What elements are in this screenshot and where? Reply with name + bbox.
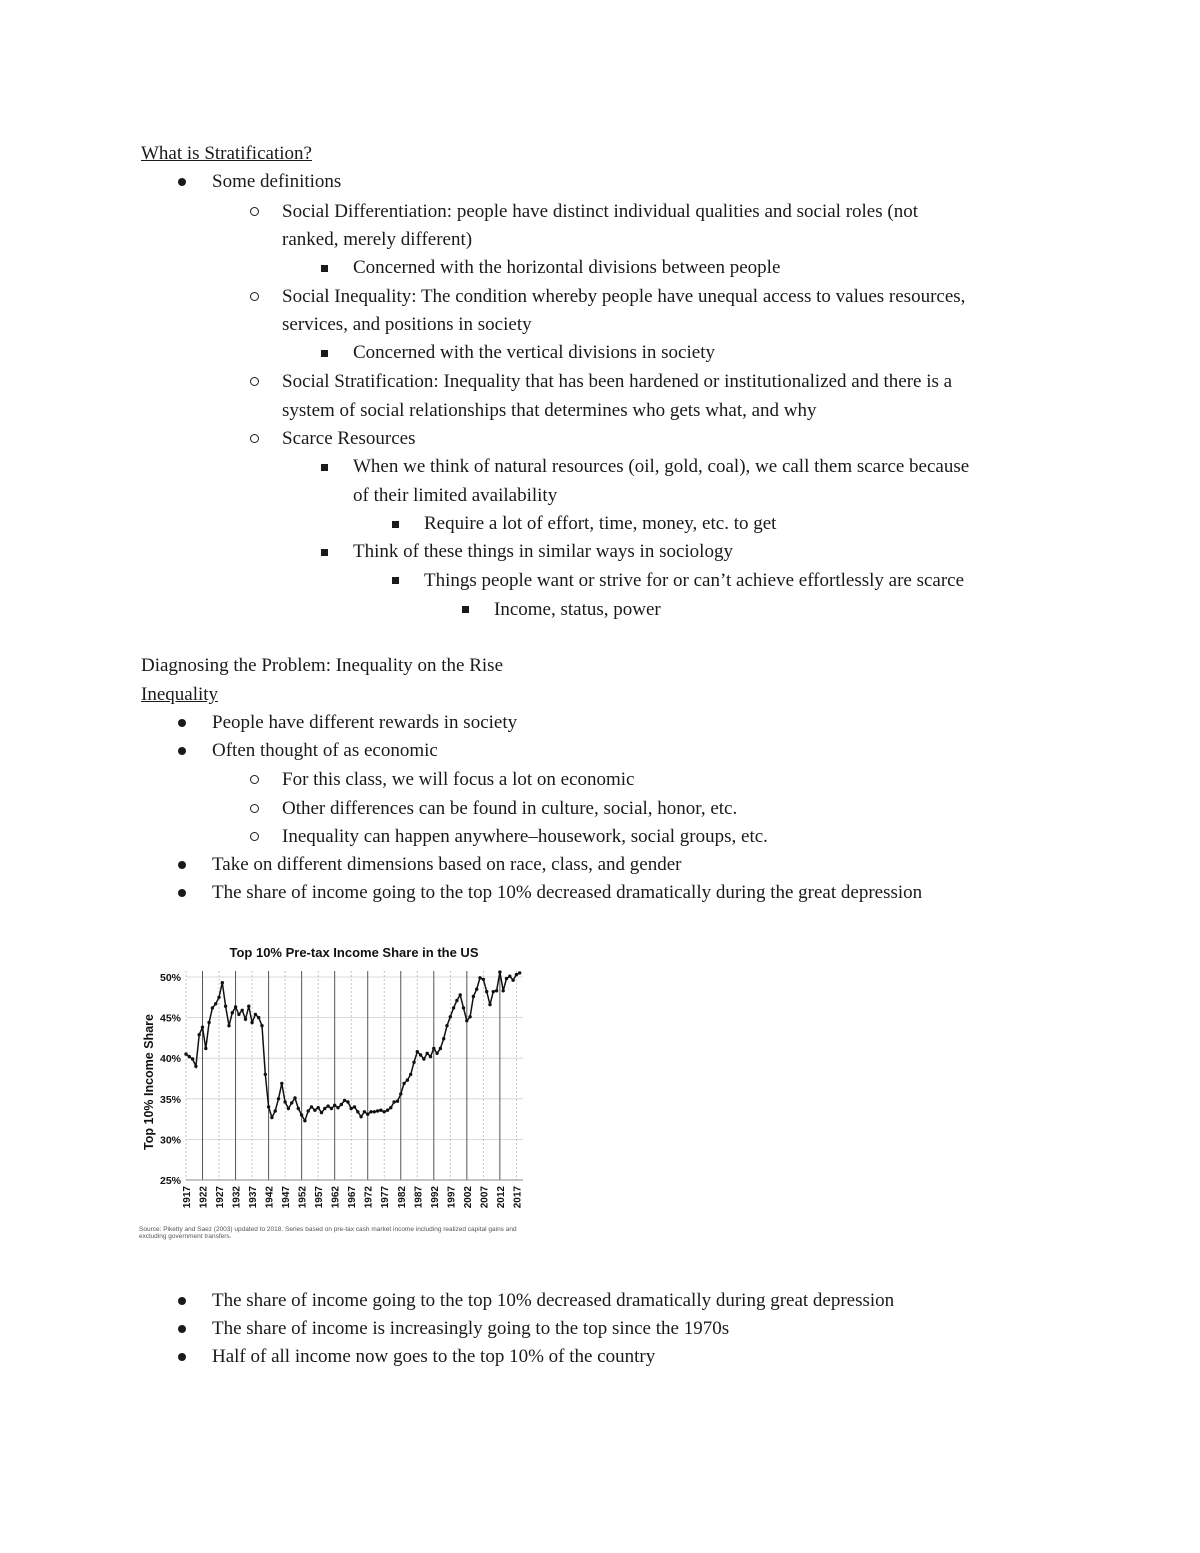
chart-x-tick-label: 1942 [264, 1186, 276, 1209]
list-item: Often thought of as economic [212, 740, 438, 761]
chart-data-point [498, 970, 501, 973]
chart-data-point [283, 1100, 286, 1103]
chart-data-point [224, 1005, 227, 1008]
chart-data-point [472, 995, 475, 998]
bullet-circle [250, 207, 259, 216]
chart-data-point [402, 1082, 405, 1085]
chart-data-point [264, 1073, 267, 1076]
chart-data-point [214, 1002, 217, 1005]
bullet-square [392, 521, 399, 528]
chart-x-tick-label: 1957 [314, 1186, 326, 1209]
chart-x-tick-label: 1987 [413, 1186, 425, 1209]
chart-data-point [257, 1016, 260, 1019]
section-title-diagnosing: Diagnosing the Problem: Inequality on the Rise [141, 655, 504, 676]
chart-x-tick-label: 1932 [231, 1186, 243, 1209]
chart-x-tick-label: 1962 [330, 1186, 342, 1209]
bullet-circle [250, 377, 259, 386]
chart-x-tick-label: 1937 [248, 1186, 260, 1209]
chart-data-point [188, 1055, 191, 1058]
chart-data-point [191, 1057, 194, 1060]
chart-data-point [518, 971, 521, 974]
chart-data-point [287, 1107, 290, 1110]
chart-data-point [455, 999, 458, 1002]
chart-data-point [396, 1100, 399, 1103]
chart-data-point [445, 1024, 448, 1027]
bullet-dot [178, 861, 186, 869]
bullet-square [321, 464, 328, 471]
chart-data-point [184, 1052, 187, 1055]
bullet-circle [250, 434, 259, 443]
chart-data-point [422, 1057, 425, 1060]
chart-data-point [280, 1082, 283, 1085]
chart-y-tick-label: 50% [159, 972, 181, 984]
chart-data-point [439, 1047, 442, 1050]
chart-data-point [194, 1065, 197, 1068]
chart-data-point [416, 1050, 419, 1053]
list-item-continuation: ranked, merely different) [282, 229, 473, 250]
chart-data-point [270, 1116, 273, 1119]
chart-x-tick-label: 1982 [396, 1186, 408, 1209]
bullet-dot [178, 889, 186, 897]
chart-data-point [267, 1105, 270, 1108]
chart-data-point [300, 1113, 303, 1116]
list-item: When we think of natural resources (oil, gold, coal), we call them scarce because [353, 456, 970, 477]
list-item: The share of income is increasingly going to the top since the 1970s [212, 1318, 730, 1339]
chart-data-point [515, 973, 518, 976]
chart-data-point [320, 1111, 323, 1114]
chart-data-point [505, 977, 508, 980]
bullet-circle [250, 775, 259, 784]
chart-y-axis-label: Top 10% Income Share [142, 1014, 156, 1150]
bullet-square [462, 606, 469, 613]
chart-data-point [310, 1105, 313, 1108]
list-item-continuation: system of social relationships that determines who gets what, and why [282, 400, 817, 421]
chart-source-note-wrap [139, 1226, 529, 1248]
chart-data-point [323, 1107, 326, 1110]
chart-data-point [221, 981, 224, 984]
list-item: Think of these things in similar ways in sociology [353, 541, 733, 562]
chart-data-point [204, 1047, 207, 1050]
chart-data-point [277, 1097, 280, 1100]
chart-data-point [356, 1110, 359, 1113]
chart-data-point [198, 1033, 201, 1036]
chart-data-point [492, 990, 495, 993]
chart-data-point [462, 1006, 465, 1009]
chart-data-point [346, 1100, 349, 1103]
chart-data-point [459, 993, 462, 996]
list-item: Social Stratification: Inequality that has been hardened or institutionalized and there is a [282, 371, 953, 392]
chart-title: Top 10% Pre-tax Income Share in the US [229, 945, 479, 960]
chart-data-point [389, 1106, 392, 1109]
chart-data-point [412, 1061, 415, 1064]
chart-y-tick-label: 40% [159, 1053, 181, 1066]
bullet-dot [178, 1353, 186, 1361]
chart-data-point [383, 1110, 386, 1113]
chart-data-point [336, 1106, 339, 1109]
chart-data-point [237, 1013, 240, 1016]
chart-y-tick-label: 45% [159, 1012, 181, 1025]
chart-data-point [244, 1018, 247, 1021]
chart-data-point [250, 1021, 253, 1024]
chart-data-point [435, 1052, 438, 1055]
bullet-dot [178, 1325, 186, 1333]
chart-data-point [227, 1024, 230, 1027]
bullet-dot [178, 178, 186, 186]
chart-data-point [409, 1073, 412, 1076]
chart-x-tick-label: 1917 [182, 1186, 193, 1209]
chart-data-point [343, 1099, 346, 1102]
chart-data-point [482, 978, 485, 981]
chart-data-point [211, 1006, 214, 1009]
list-item: Social Inequality: The condition whereby people have unequal access to values resources, [282, 286, 966, 307]
list-item: For this class, we will focus a lot on economic [282, 769, 635, 790]
list-item: Some definitions [212, 171, 342, 192]
chart-data-point [442, 1037, 445, 1040]
chart-data-point [231, 1011, 234, 1014]
chart-data-point [326, 1104, 329, 1107]
chart-data-point [303, 1119, 306, 1122]
list-item: People have different rewards in society [212, 712, 518, 733]
chart-data-point [247, 1005, 250, 1008]
list-item-continuation: services, and positions in society [282, 314, 532, 335]
chart-data-point [290, 1101, 293, 1104]
chart-data-point [386, 1109, 389, 1112]
section-heading-inequality: Inequality [141, 684, 219, 705]
list-item: Concerned with the horizontal divisions between people [353, 257, 781, 278]
chart-data-point [478, 976, 481, 979]
bullet-dot [178, 719, 186, 727]
chart-data-point [260, 1024, 263, 1027]
chart-x-tick-label: 1927 [215, 1186, 227, 1209]
chart-data-point [426, 1052, 429, 1055]
chart-data-point [366, 1113, 369, 1116]
chart-data-point [201, 1026, 204, 1029]
chart-x-tick-label: 1992 [429, 1186, 441, 1209]
chart-data-point [317, 1106, 320, 1109]
list-item: Other differences can be found in culture, social, honor, etc. [282, 798, 738, 819]
list-item: Social Differentiation: people have distinct individual qualities and social roles (not [282, 201, 918, 222]
chart-data-point [369, 1110, 372, 1113]
section-heading-stratification: What is Stratification? [141, 143, 312, 164]
bullet-square [392, 577, 399, 584]
chart-x-tick-label: 2007 [479, 1186, 491, 1209]
income-share-chart [139, 937, 529, 1249]
chart-data-point [297, 1107, 300, 1110]
list-item: Income, status, power [494, 599, 661, 620]
chart-x-ticks [182, 1186, 523, 1209]
list-item: Half of all income now goes to the top 10% of the country [212, 1346, 656, 1367]
chart-data-point [333, 1104, 336, 1107]
chart-x-tick-label: 2012 [495, 1186, 507, 1209]
chart-data-point [373, 1110, 376, 1113]
chart-data-point [449, 1015, 452, 1018]
chart-x-tick-label: 1952 [297, 1186, 309, 1209]
chart-data-point [419, 1053, 422, 1056]
list-item: Scarce Resources [282, 428, 416, 449]
chart-data-point [241, 1009, 244, 1012]
chart-data-point [429, 1055, 432, 1058]
chart-data-point [254, 1013, 257, 1016]
chart-data-point [359, 1115, 362, 1118]
chart-data-point [452, 1006, 455, 1009]
chart-data-point [207, 1021, 210, 1024]
chart-x-tick-label: 1972 [363, 1186, 375, 1209]
list-item: The share of income going to the top 10% decreased dramatically during the great depression [212, 882, 923, 903]
chart-data-point [495, 989, 498, 992]
list-item: Inequality can happen anywhere–housework, social groups, etc. [282, 826, 768, 847]
chart-y-tick-label: 35% [159, 1093, 181, 1106]
list-item: Concerned with the vertical divisions in society [353, 342, 715, 363]
chart-data-point [376, 1109, 379, 1112]
chart-data-point [406, 1078, 409, 1081]
chart-data-point [502, 989, 505, 992]
bullet-circle [250, 804, 259, 813]
bullet-square [321, 549, 328, 556]
chart-data-point [488, 1003, 491, 1006]
chart-x-tick-label: 1922 [198, 1186, 210, 1209]
bullet-square [321, 265, 328, 272]
chart-data-point [313, 1109, 316, 1112]
chart-x-tick-label: 1947 [281, 1186, 293, 1209]
bullet-dot [178, 1297, 186, 1305]
chart-data-point [392, 1100, 395, 1103]
chart-x-tick-label: 2002 [462, 1186, 474, 1209]
list-item: The share of income going to the top 10% decreased dramatically during great depression [212, 1290, 895, 1311]
chart-data-point [234, 1005, 237, 1008]
chart-data-point [485, 990, 488, 993]
chart-data-point [274, 1109, 277, 1112]
chart-y-tick-label: 30% [159, 1134, 181, 1147]
chart-data-point [217, 996, 220, 999]
chart-data-point [465, 1019, 468, 1022]
bullet-circle [250, 292, 259, 301]
bullet-square [321, 350, 328, 357]
bullet-dot [178, 747, 186, 755]
chart-data-point [293, 1096, 296, 1099]
chart-data-point [330, 1107, 333, 1110]
chart-data-point [508, 975, 511, 978]
chart-x-tick-label: 1967 [347, 1186, 359, 1209]
list-item: Require a lot of effort, time, money, etc. to get [424, 513, 777, 534]
chart-x-tick-label: 1977 [380, 1186, 392, 1209]
chart-data-point [350, 1107, 353, 1110]
chart-data-point [353, 1105, 356, 1108]
chart-y-tick-label: 25% [159, 1175, 181, 1187]
chart-data-point [432, 1047, 435, 1050]
chart-data-point [379, 1109, 382, 1112]
chart-data-point [307, 1109, 310, 1112]
chart-data-point [340, 1103, 343, 1106]
bullet-circle [250, 832, 259, 841]
list-item: Things people want or strive for or can’t achieve effortlessly are scarce [424, 570, 965, 591]
chart-x-tick-label: 1997 [446, 1186, 458, 1209]
chart-source-note: Source: Piketty and Saez (2003) updated to 2018. Series based on pre-tax cash market income including realized capital gains and excluding government transfers. [139, 1226, 517, 1240]
chart-data-point [511, 979, 514, 982]
chart-data-point [363, 1110, 366, 1113]
chart-data-point [468, 1015, 471, 1018]
list-item: Take on different dimensions based on race, class, and gender [212, 854, 682, 875]
chart-data-point [475, 988, 478, 991]
list-item-continuation: of their limited availability [353, 485, 558, 506]
chart-data-point [399, 1092, 402, 1095]
chart-x-tick-label: 2017 [512, 1186, 524, 1209]
